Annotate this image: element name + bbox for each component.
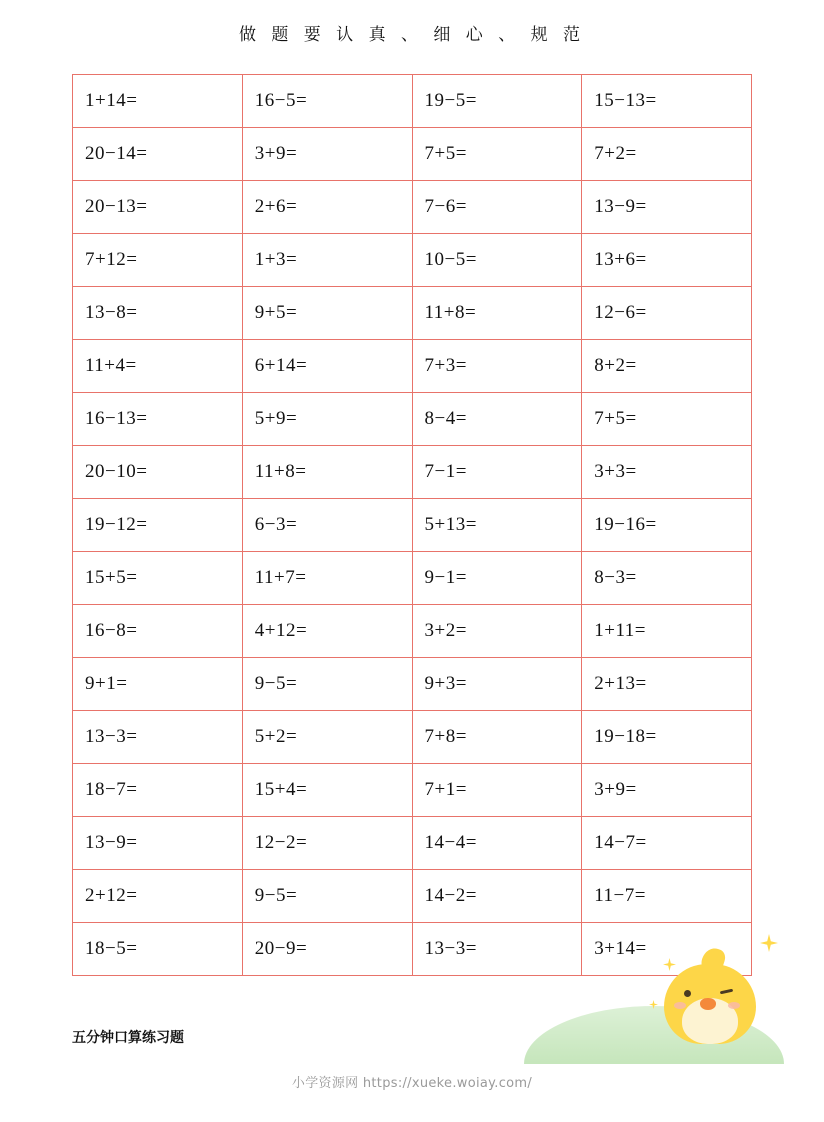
table-row [73,552,752,605]
problem-cell: 8+2= [582,340,752,393]
problem-cell: 11+8= [412,287,582,340]
table-row [73,181,752,234]
problem-cell: 3+9= [242,128,412,181]
problem-cell: 3+14= [582,923,752,976]
table-row [73,817,752,870]
problem-cell: 6+14= [242,340,412,393]
problem-cell: 20−13= [73,181,243,234]
problem-cell: 13−8= [73,287,243,340]
chick-cheek-right [728,1002,740,1009]
problem-cell: 13−3= [73,711,243,764]
problem-cell: 15+4= [242,764,412,817]
problem-cell: 7+1= [412,764,582,817]
problem-cell: 9−5= [242,870,412,923]
chick-body [664,964,756,1044]
problem-cell: 3+9= [582,764,752,817]
table-row [73,764,752,817]
problem-cell: 5+2= [242,711,412,764]
problem-cell: 14−4= [412,817,582,870]
table-row [73,446,752,499]
table-row [73,923,752,976]
hill-shape [524,1006,784,1064]
problem-cell: 3+3= [582,446,752,499]
problem-cell: 7+5= [582,393,752,446]
problem-cell: 19−12= [73,499,243,552]
problem-cell: 7−6= [412,181,582,234]
problem-cell: 1+14= [73,75,243,128]
problem-cell: 11+4= [73,340,243,393]
problem-cell: 1+11= [582,605,752,658]
problem-cell: 10−5= [412,234,582,287]
problem-cell: 5+13= [412,499,582,552]
problem-cell: 4+12= [242,605,412,658]
problem-cell: 11+8= [242,446,412,499]
page-header: 做 题 要 认 真 、 细 心 、 规 范 [238,25,586,45]
chick-beak [700,998,716,1010]
table-row [73,75,752,128]
problem-cell: 7+3= [412,340,582,393]
problem-cell: 9+3= [412,658,582,711]
chick-belly [682,998,738,1044]
problem-cell: 13−9= [73,817,243,870]
table-row [73,711,752,764]
problem-cell: 14−7= [582,817,752,870]
problem-cell: 9+1= [73,658,243,711]
problem-cell: 16−5= [242,75,412,128]
problem-cell: 7+8= [412,711,582,764]
problem-cell: 8−3= [582,552,752,605]
problem-cell: 14−2= [412,870,582,923]
problem-cell: 13−3= [412,923,582,976]
problem-cell: 5+9= [242,393,412,446]
problem-cell: 12−6= [582,287,752,340]
problem-cell: 16−13= [73,393,243,446]
problem-cell: 15−13= [582,75,752,128]
table-row [73,605,752,658]
chick-cheek-left [674,1002,686,1009]
table-row [73,870,752,923]
problem-cell: 18−5= [73,923,243,976]
problem-cell: 20−14= [73,128,243,181]
problem-cell: 7+2= [582,128,752,181]
problem-cell: 9−5= [242,658,412,711]
problem-cell: 19−18= [582,711,752,764]
chick-eye-left [684,990,691,997]
table-row [73,340,752,393]
problem-cell: 18−7= [73,764,243,817]
problem-cell: 1+3= [242,234,412,287]
problem-cell: 2+12= [73,870,243,923]
sparkle-icon [649,1000,658,1009]
chick-eye-right [720,989,733,995]
problem-cell: 8−4= [412,393,582,446]
problem-cell: 20−9= [242,923,412,976]
problem-cell: 7−1= [412,446,582,499]
table-row [73,287,752,340]
problem-cell: 11−7= [582,870,752,923]
problem-cell: 15+5= [73,552,243,605]
table-row [73,128,752,181]
problem-cell: 20−10= [73,446,243,499]
problems-table [72,74,752,976]
problem-cell: 13−9= [582,181,752,234]
footer-title: 五分钟口算练习题 [72,1030,184,1046]
problem-cell: 6−3= [242,499,412,552]
table-row [73,234,752,287]
problems-table-body [73,75,752,976]
table-row [73,658,752,711]
problem-cell: 2+6= [242,181,412,234]
problem-cell: 16−8= [73,605,243,658]
problem-cell: 9−1= [412,552,582,605]
watermark: 小学资源网 https://xueke.woiay.com/ [291,1076,533,1091]
table-row [73,499,752,552]
problem-cell: 2+13= [582,658,752,711]
problem-cell: 3+2= [412,605,582,658]
table-row [73,393,752,446]
problem-cell: 11+7= [242,552,412,605]
problem-cell: 19−16= [582,499,752,552]
problem-cell: 13+6= [582,234,752,287]
problem-cell: 7+12= [73,234,243,287]
sparkle-icon [760,934,778,952]
problem-cell: 12−2= [242,817,412,870]
problem-cell: 9+5= [242,287,412,340]
problem-cell: 7+5= [412,128,582,181]
problem-cell: 19−5= [412,75,582,128]
